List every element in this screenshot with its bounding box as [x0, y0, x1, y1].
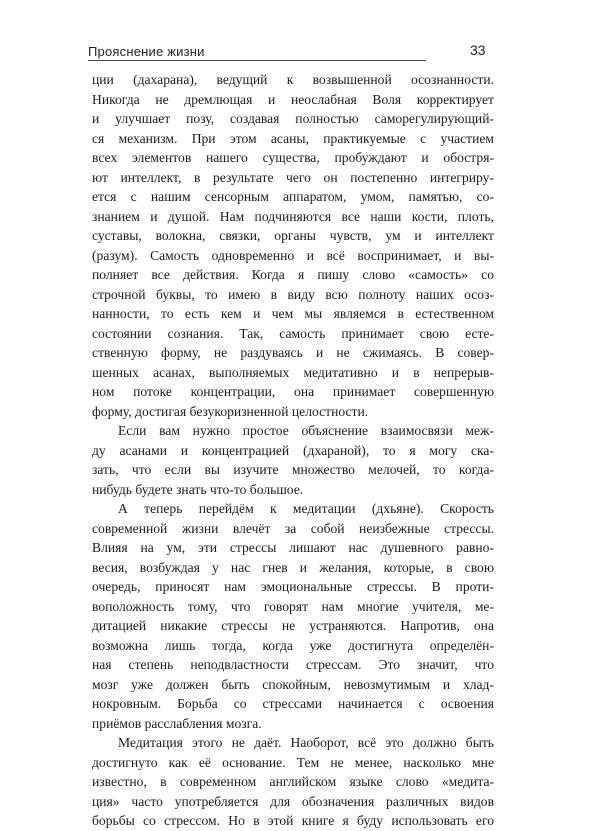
text-line: нанности, то есть кем и чем мы являемся в естественном [92, 306, 494, 321]
text-line: возможна лишь тогда, когда уже достигнута определён- [92, 637, 494, 653]
text-line: весия, возбуждая у нас гнев и желания, которые, в свою [92, 559, 494, 575]
text-line: знанием и душой. Нам подчиняются все наши кости, плоть, [92, 208, 494, 224]
paragraph-first-line: Если вам нужно простое объяснение взаимосвязи меж- [118, 423, 494, 438]
text-line: зать, что если вы изучите множество мелочей, то когда- [92, 462, 494, 477]
text-line: ют интеллект, в результате чего он постепенно интегриру- [92, 169, 494, 185]
text-line: борьбы со стрессом. Но в этой книге я буду использовать его [92, 813, 494, 828]
text-line: и улучшает позу, создавая полностью саморегулирующий- [92, 111, 494, 126]
text-line: ся механизм. При этом асаны, практикуемые с участием [92, 130, 494, 146]
text-line: ция» часто употребляется для обозначения различных видов [92, 793, 494, 809]
text-line: строчной буквы, то имею в виду всю полноту наших осоз- [92, 286, 494, 302]
paragraph-first-line: А теперь перейдём к медитации (дхьяне). Скорость [118, 501, 494, 516]
text-line: ная степень неподвластности стрессам. Это значит, что [92, 657, 494, 672]
text-line: нибудь будете знать что-то большое. [92, 481, 304, 497]
text-line: ется с нашим сенсорным аппаратом, умом, памятью, со- [92, 189, 494, 204]
text-line: состоянии сознания. Так, самость принимает свою есте- [92, 325, 494, 341]
header-rule [88, 60, 426, 61]
text-line: шенных асанах, выполняемых медитативно и в непрерыв- [92, 364, 494, 380]
page-number: 33 [470, 42, 486, 58]
text-line: всех элементов нашего существа, пробуждают и обостря- [92, 150, 494, 165]
text-line: ном потоке концентрации, она принимает совершенную [92, 384, 494, 399]
text-line: приёмов расслабления мозга. [92, 715, 262, 731]
text-line: Влияя на ум, эти стрессы лишают нас душевного равно- [92, 540, 494, 555]
text-line: Никогда не дремлющая и неослабная Воля корректирует [92, 91, 494, 107]
text-line: современной жизни влечёт за собой неизбежные стрессы. [92, 520, 494, 536]
paragraph-first-line: Медитация этого не даёт. Наоборот, всё это должно быть [118, 735, 494, 750]
text-line: мозг уже должен быть спокойным, невозмутимым и хлад- [92, 676, 494, 692]
text-line: воположность тому, что говорят нам многие учителя, ме- [92, 598, 494, 614]
text-line: ции (дахарана), ведущий к возвышенной осознанности. [92, 72, 494, 87]
running-head: Прояснение жизни [88, 44, 205, 59]
text-line: форму, достигая безукоризненной целостности. [92, 403, 369, 419]
text-line: достигнуто как её основание. Тем не менее, насколько мне [92, 754, 494, 770]
body-text [92, 70, 494, 831]
text-line: дитацией никакие стрессы не устраняются. Напротив, она [92, 618, 494, 633]
text-line: нокровным. Борьба со стрессами начинается с освоения [92, 696, 494, 711]
text-line: полняет все действия. Когда я пишу слово «самость» со [92, 267, 494, 282]
text-line: (разум). Самость одновременно и всё воспринимает, и вы- [92, 247, 494, 263]
text-line: ственную форму, не раздуваясь и не сжимаясь. В совер- [92, 345, 494, 360]
text-line: очередь, приносят нам эмоциональные стрессы. В проти- [92, 579, 494, 594]
text-line: ду асанами и концентрацией (дхараной), то я могу ска- [92, 442, 494, 458]
text-line: известно, в современном английском языке слово «медита- [92, 774, 494, 789]
text-line: суставы, волокна, связки, органы чувств, ум и интеллект [92, 228, 494, 243]
